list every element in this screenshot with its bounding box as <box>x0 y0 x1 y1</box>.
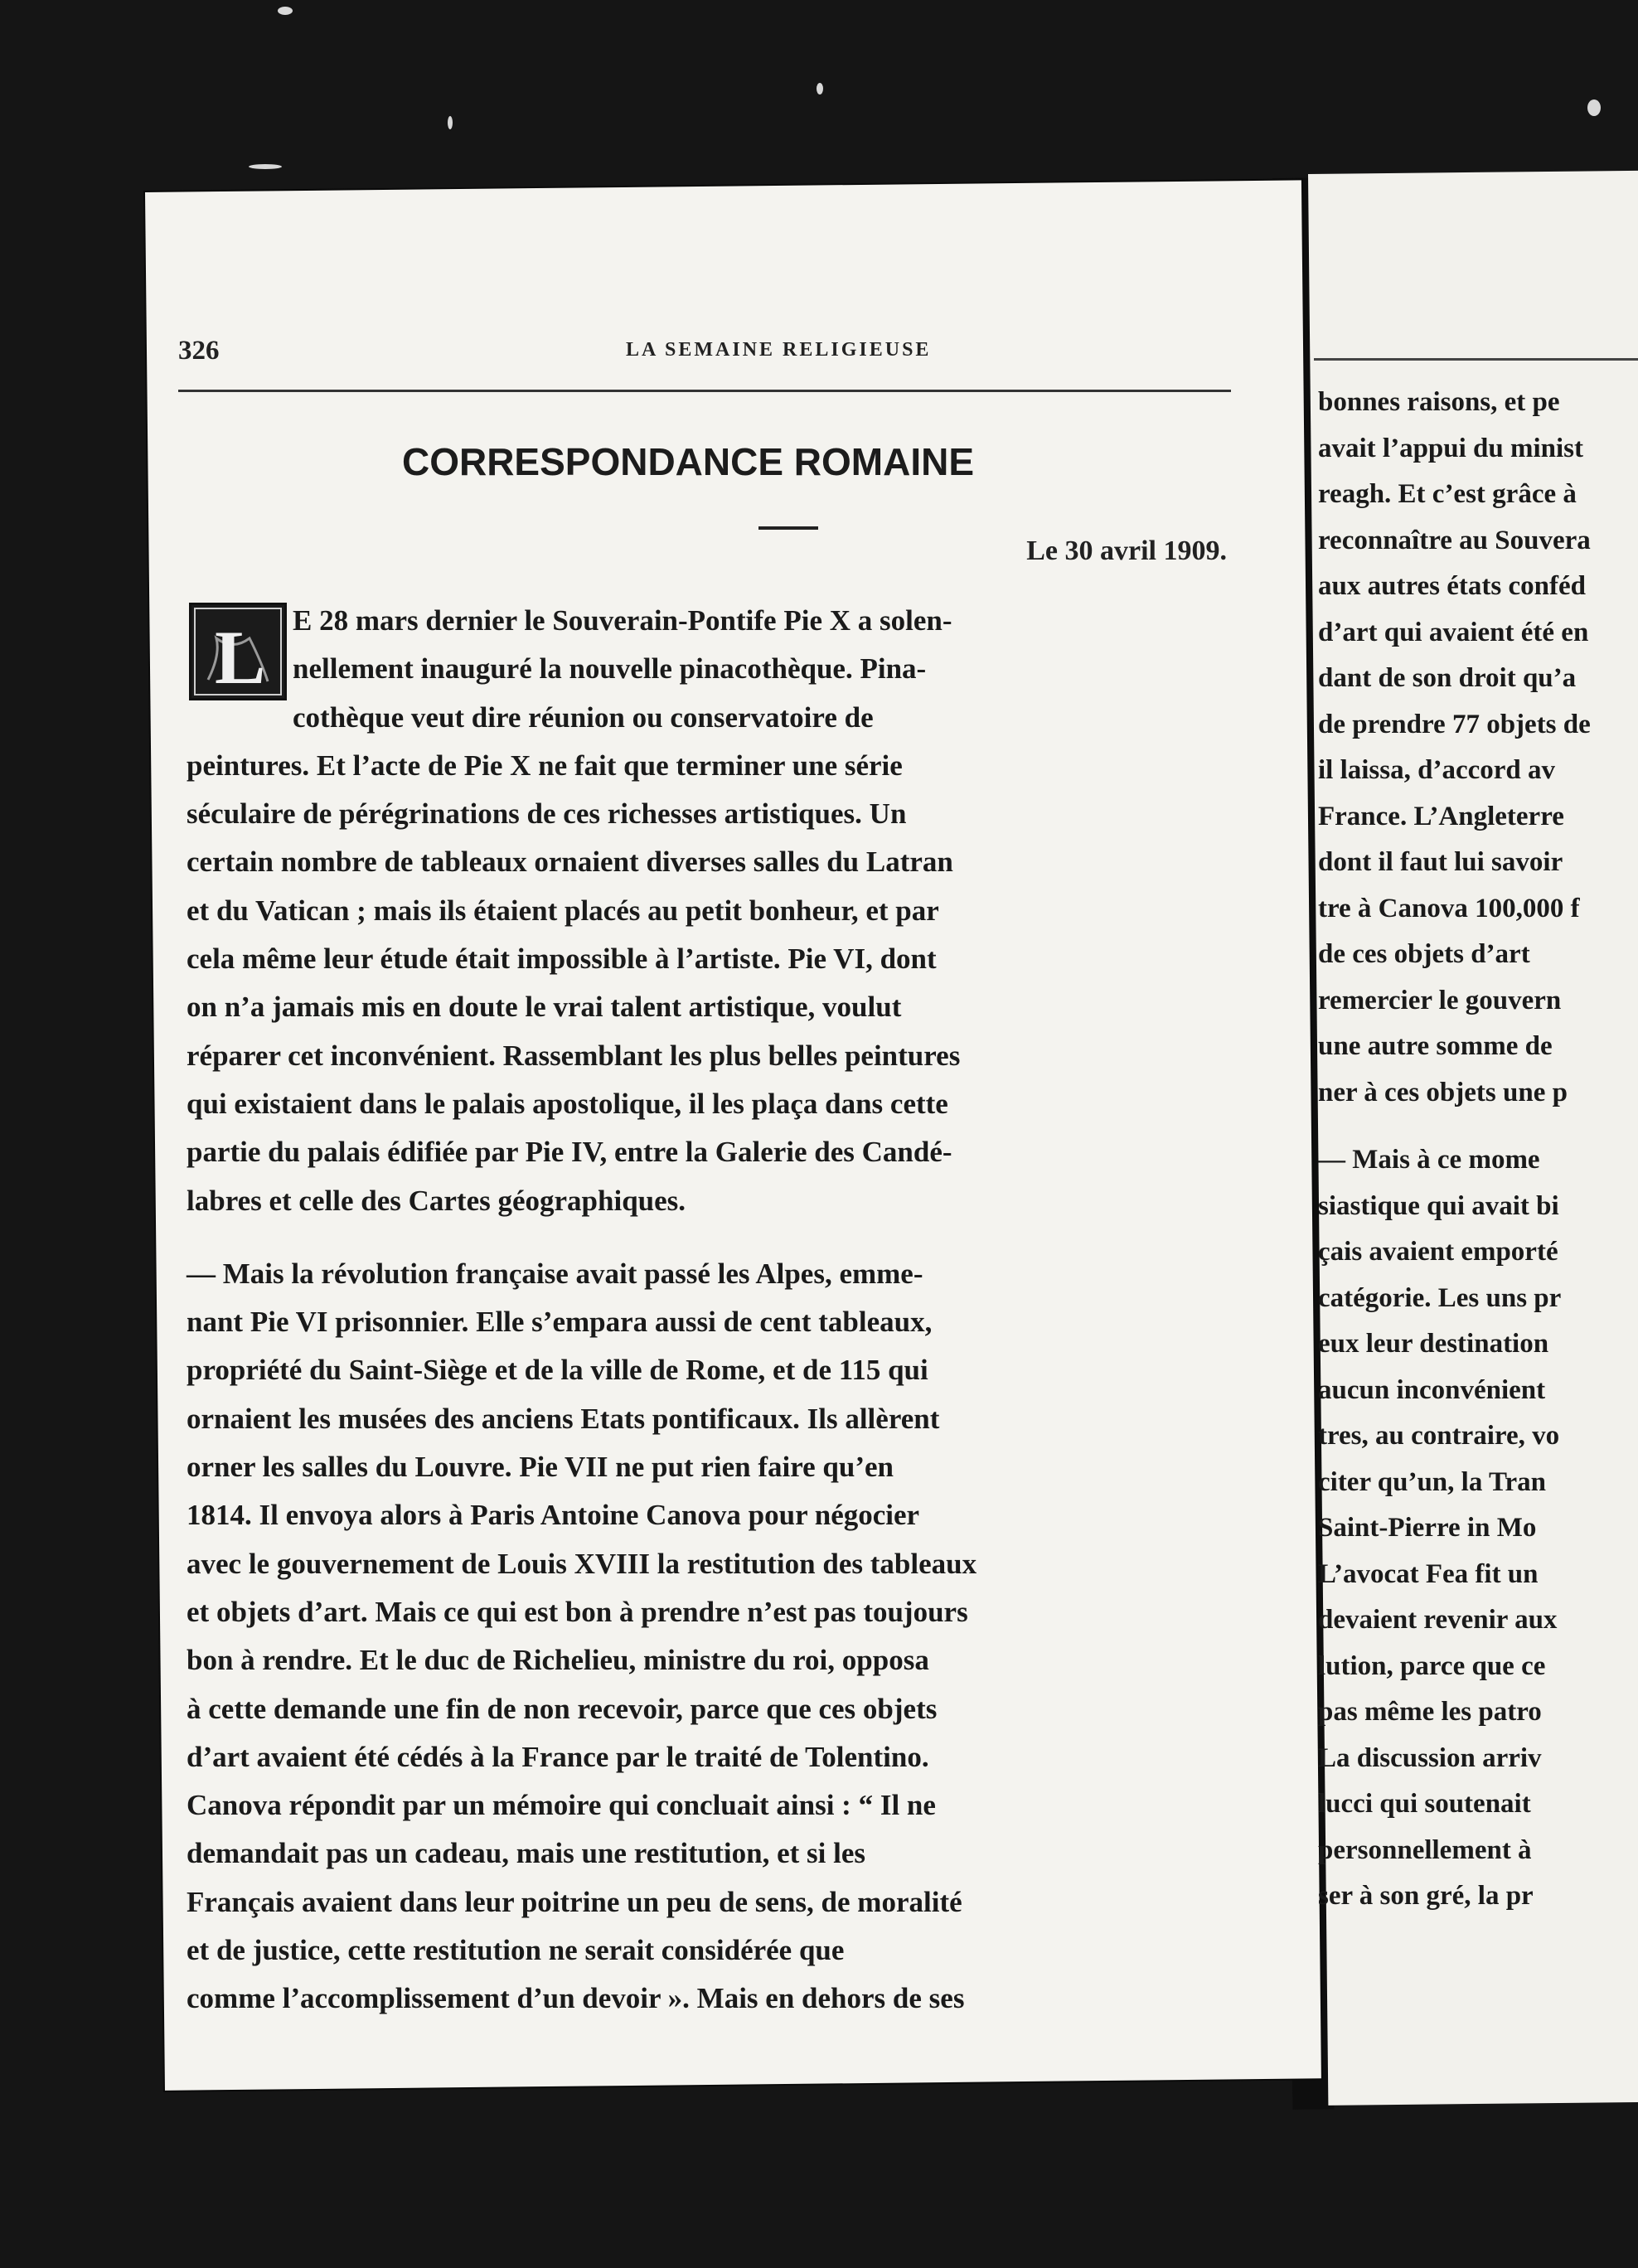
right-header-rule <box>1314 358 1638 361</box>
text-line: certain nombre de tableaux ornaient diverses salles du Latran <box>187 846 953 879</box>
text-line: orner les salles du Louvre. Pie VII ne put rien faire qu’en <box>187 1451 894 1484</box>
text-line: avec le gouvernement de Louis XVIII la restitution des tableaux <box>187 1547 977 1580</box>
text-line: La discussion arriv <box>1318 1742 1542 1773</box>
text-line: et de justice, cette restitution ne serait considérée que <box>187 1934 845 1967</box>
text-line: qui existaient dans le palais apostolique, il les plaça dans cette <box>187 1087 948 1120</box>
text-line: d’art avaient été cédés à la France par le traité de Tolentino. <box>187 1740 929 1773</box>
text-line: d’art qui avaient été en <box>1318 617 1589 647</box>
header-rule <box>178 390 1231 392</box>
text-line: devaient revenir aux <box>1318 1605 1558 1635</box>
text-line: cela même leur étude était impossible à l’artiste. Pie VI, dont <box>187 943 937 976</box>
text-line: aucun inconvénient <box>1318 1374 1546 1405</box>
text-line: de prendre 77 objets de <box>1318 709 1591 739</box>
text-line: dant de son droit qu’a <box>1318 663 1577 693</box>
text-line: Français avaient dans leur poitrine un peu de sens, de moralité <box>187 1885 962 1918</box>
article-title: CORRESPONDANCE ROMAINE <box>401 440 975 483</box>
text-line: tres, au contraire, vo <box>1318 1421 1560 1451</box>
ornate-drop-cap <box>189 603 287 700</box>
text-line: à cette demande une fin de non recevoir, parce que ces objets <box>187 1692 938 1725</box>
text-line: ser à son gré, la pr <box>1318 1881 1534 1911</box>
text-line: réparer cet inconvénient. Rassemblant les plus belles peintures <box>187 1039 961 1072</box>
text-line: avait l’appui du minist <box>1318 433 1584 463</box>
text-line: personnellement à <box>1318 1834 1532 1865</box>
text-line: siastique qui avait bi <box>1318 1190 1559 1221</box>
text-line: de ces objets d’art <box>1318 939 1530 969</box>
dust-speck <box>249 164 282 169</box>
text-line: Canova répondit par un mémoire qui concluait ainsi : “ Il ne <box>187 1789 936 1822</box>
text-line: France. L’Angleterre <box>1318 801 1564 831</box>
text-line: bonnes raisons, et pe <box>1318 387 1560 417</box>
text-line: demandait pas un cadeau, mais une restitution, et si les <box>187 1837 866 1870</box>
dust-speck <box>448 116 453 129</box>
text-line: citer qu’un, la Tran <box>1318 1466 1547 1497</box>
text-line: partie du palais édifiée par Pie IV, entre la Galerie des Candé- <box>187 1136 952 1169</box>
dateline: Le 30 avril 1909. <box>1026 536 1227 566</box>
title-rule <box>758 526 818 530</box>
text-line: on n’a jamais mis en doute le vrai talent artistique, voulut <box>187 991 902 1024</box>
right-body-text <box>1318 380 1638 1920</box>
dust-speck <box>1587 99 1601 116</box>
text-line: — Mais la révolution française avait passé les Alpes, emme- <box>187 1257 923 1290</box>
paragraph-2 <box>187 1250 1243 2023</box>
text-line: eux leur destination <box>1318 1329 1549 1359</box>
text-line: bon à rendre. Et le duc de Richelieu, ministre du roi, opposa <box>187 1644 929 1677</box>
drop-cap-letter: L <box>215 615 266 698</box>
right-block-1 <box>1318 380 1638 1116</box>
text-line: tre à Canova 100,000 f <box>1318 893 1580 923</box>
right-block-2 <box>1318 1137 1638 1920</box>
text-line: L’avocat Fea fit un <box>1318 1558 1539 1589</box>
text-line: catégorie. Les uns pr <box>1318 1282 1562 1313</box>
dust-speck <box>817 83 823 94</box>
running-title: LA SEMAINE RELIGIEUSE <box>626 339 932 361</box>
text-line: çais avaient emporté <box>1318 1237 1558 1267</box>
running-head <box>178 336 1231 377</box>
text-line: lution, parce que ce <box>1318 1650 1546 1681</box>
text-line: propriété du Saint-Siège et de la ville de Rome, et de 115 qui <box>187 1354 928 1387</box>
text-line: Saint-Pierre in Mo <box>1318 1513 1537 1543</box>
text-line: reconnaître au Souvera <box>1318 525 1591 555</box>
text-line: comme l’accomplissement d’un devoir ». Mais en dehors de ses <box>187 1982 965 2015</box>
text-line: nellement inauguré la nouvelle pinacothèque. Pina- <box>293 652 927 686</box>
text-line: et objets d’art. Mais ce qui est bon à prendre n’est pas toujours <box>187 1595 968 1628</box>
text-line: ner à ces objets une p <box>1318 1077 1568 1107</box>
text-line: dont il faut lui savoir <box>1318 847 1563 877</box>
paragraph-1 <box>187 597 1243 1225</box>
left-body-text <box>187 580 1243 2023</box>
text-line: 1814. Il envoya alors à Paris Antoine Canova pour négocier <box>187 1499 920 1532</box>
text-line: ornaient les musées des anciens Etats pontificaux. Ils allèrent <box>187 1402 940 1435</box>
text-line: nant Pie VI prisonnier. Elle s’empara aussi de cent tableaux, <box>187 1306 933 1339</box>
text-line: E 28 mars dernier le Souverain-Pontife Pie X a solen- <box>293 604 952 637</box>
text-line: et du Vatican ; mais ils étaient placés au petit bonheur, et par <box>187 894 939 927</box>
drop-cap-glyph <box>191 605 284 698</box>
text-line: lucci qui soutenait <box>1318 1789 1531 1819</box>
text-line: une autre somme de <box>1318 1031 1553 1061</box>
text-line: pas même les patro <box>1318 1697 1542 1727</box>
text-line: séculaire de pérégrinations de ces richesses artistiques. Un <box>187 797 907 831</box>
text-line: peintures. Et l’acte de Pie X ne fait que terminer une série <box>187 749 903 782</box>
text-line: aux autres états conféd <box>1318 571 1586 601</box>
text-line: — Mais à ce mome <box>1318 1145 1540 1175</box>
page-number: 326 <box>178 336 220 366</box>
text-line: remercier le gouvern <box>1318 985 1562 1015</box>
text-line: cothèque veut dire réunion ou conservatoire de <box>293 700 874 734</box>
text-line: labres et celle des Cartes géographiques. <box>187 1184 686 1217</box>
text-line: reagh. Et c’est grâce à <box>1318 479 1577 509</box>
text-line: il laissa, d’accord av <box>1318 755 1555 785</box>
dust-speck <box>278 7 293 15</box>
